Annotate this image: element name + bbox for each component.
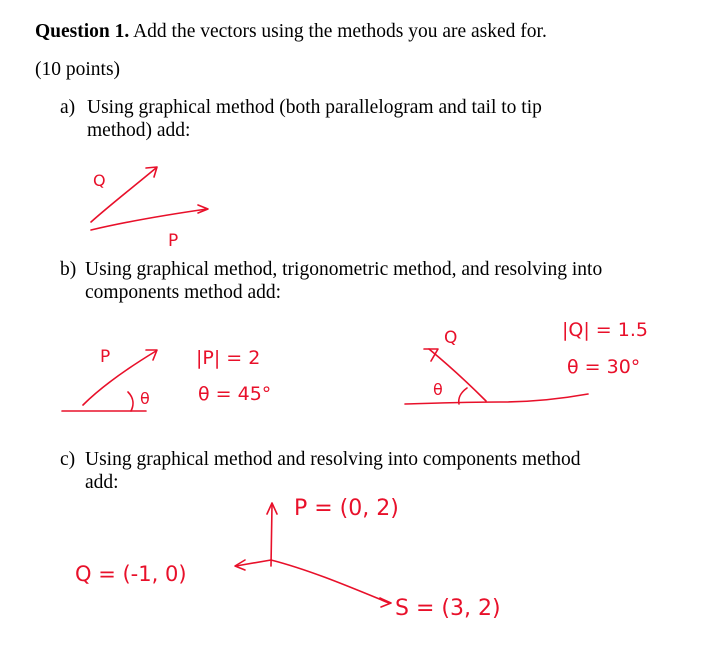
- part-a-sketch: [91, 167, 208, 251]
- part-a-line2: method) add:: [87, 120, 191, 141]
- part-c-sketch: [75, 496, 501, 621]
- part-c-vector-s-arrowhead: [380, 598, 391, 607]
- part-a-letter: a): [60, 97, 76, 118]
- question-points: (10 points): [35, 59, 121, 80]
- part-b-p-sketch: [62, 347, 271, 411]
- part-b-q-angle-arc: [459, 388, 467, 404]
- part-b-p-magnitude: |P| = 2: [196, 347, 261, 369]
- part-b-line2: components method add:: [85, 282, 282, 303]
- part-c-p-vector: P = (0, 2): [294, 496, 399, 521]
- part-c-letter: c): [60, 449, 76, 470]
- part-c-q-vector: Q = (-1, 0): [75, 562, 187, 586]
- part-a-q-label: Q: [93, 171, 106, 190]
- part-a-vector-p: [91, 209, 207, 230]
- part-b-q-angle: θ = 30°: [567, 356, 641, 378]
- part-c-s-vector: S = (3, 2): [395, 596, 501, 621]
- part-c-vector-s: [271, 560, 389, 603]
- part-b-q-theta: θ: [433, 380, 443, 399]
- part-a-line1: Using graphical method (both parallelogram and tail to tip: [87, 97, 542, 118]
- part-b-p-label: P: [100, 347, 111, 367]
- part-b-p-angle: θ = 45°: [198, 383, 272, 405]
- part-c-vector-p: [271, 505, 272, 566]
- part-c-line1: Using graphical method and resolving into components method: [85, 449, 581, 470]
- part-b-p-angle-arc: [128, 392, 133, 411]
- part-b-line1: Using graphical method, trigonometric method, and resolving into: [85, 259, 603, 280]
- part-b-q-magnitude: |Q| = 1.5: [562, 319, 648, 341]
- part-b-q-label: Q: [444, 328, 458, 348]
- part-b-q-sketch: [405, 319, 648, 404]
- part-a-p-label: P: [168, 231, 179, 251]
- part-c-line2: add:: [85, 472, 119, 493]
- part-b-p-theta: θ: [140, 389, 150, 408]
- question-label: Question 1.: [35, 21, 130, 42]
- question-prompt: Add the vectors using the methods you are asked for.: [133, 21, 547, 42]
- part-b-letter: b): [60, 259, 77, 280]
